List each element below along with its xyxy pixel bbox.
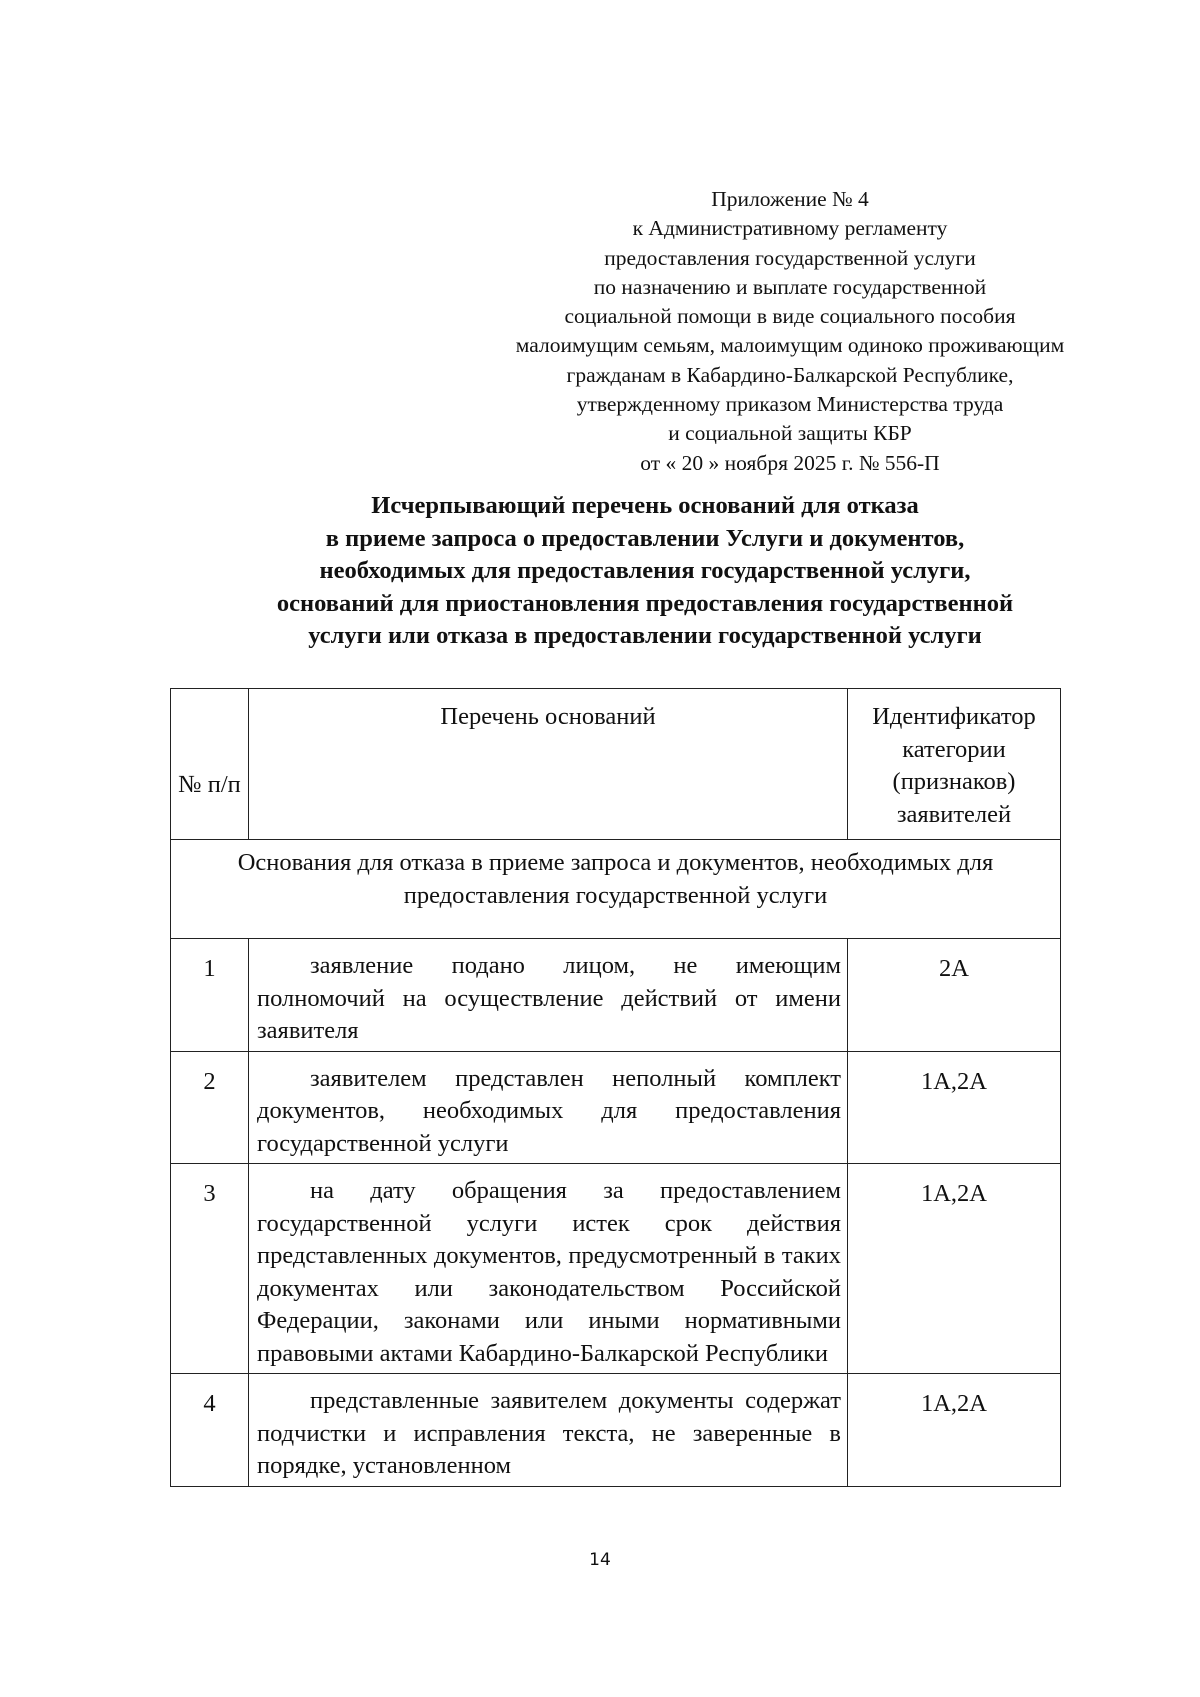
table-row: [171, 939, 1061, 1052]
appendix-block: [440, 185, 1140, 478]
section-heading: Основания для отказа в приеме запроса и документов, необходимых для предоставления государственной услуги: [171, 840, 1061, 939]
appendix-line: социальной помощи в виде социального пособия: [564, 304, 1016, 329]
table-row: [171, 1051, 1061, 1164]
table-row: [171, 1374, 1061, 1487]
appendix-line: от « 20 » ноября 2025 г. № 556-П: [640, 450, 940, 475]
title-line: необходимых для предоставления государственной услуги,: [319, 557, 971, 584]
row-num: 1: [171, 939, 249, 1052]
table-header-row: [171, 689, 1061, 840]
appendix-line: гражданам в Кабардино-Балкарской Республике,: [566, 362, 1014, 387]
appendix-line: Приложение № 4: [711, 187, 869, 211]
row-text-cell: [249, 1051, 848, 1164]
row-code: 1А,2А: [848, 1374, 1061, 1487]
page-number: 14: [589, 1550, 611, 1570]
title-line: услуги или отказа в предоставлении государственной услуги: [308, 622, 982, 649]
header-num-cell: [171, 689, 249, 840]
appendix-line: малоимущим семьям, малоимущим одиноко проживающим: [515, 333, 1065, 358]
section-row: [171, 840, 1061, 939]
table-row: [171, 1164, 1061, 1374]
row-text-cell: [249, 1164, 848, 1374]
appendix-line: предоставления государственной услуги: [604, 245, 976, 270]
row-code: 2А: [848, 939, 1061, 1052]
header-list: Перечень оснований: [249, 689, 848, 840]
row-code: 1А,2А: [848, 1164, 1061, 1374]
title-line: в приеме запроса о предоставлении Услуги и документов,: [325, 524, 965, 552]
row-num: 4: [171, 1374, 249, 1487]
row-text: заявителем представлен неполный комплект документов, необходимых для предоставления государственной услуги: [257, 1064, 841, 1157]
title-line: Исчерпывающий перечень оснований для отказа: [371, 492, 919, 519]
appendix-line: к Административному регламенту: [632, 216, 948, 241]
appendix-line: и социальной защиты КБР: [668, 421, 912, 446]
header-num: № п/п: [178, 770, 241, 798]
header-id: Идентификатор категории (признаков) заявителей: [848, 689, 1061, 840]
row-num: 2: [171, 1051, 249, 1164]
appendix-line: по назначению и выплате государственной: [593, 274, 987, 299]
grounds-table: [170, 688, 1061, 1487]
row-text: заявление подано лицом, не имеющим полномочий на осуществление действий от имени заявителя: [257, 952, 841, 1044]
document-title: [150, 490, 1140, 653]
row-num: 3: [171, 1164, 249, 1374]
row-text: представленные заявителем документы содержат подчистки и исправления текста, не заверенные в порядке, установленном: [257, 1387, 841, 1479]
row-text-cell: [249, 939, 848, 1052]
appendix-line: утвержденному приказом Министерства труда: [576, 392, 1004, 417]
row-text: на дату обращения за предоставлением государственной услуги истек срок действия представленных документов, предусмотренный в таких документах или законодательством Российской Федерации, законами или иными нормативными правовыми актами Кабардино-Балкарской Республики: [257, 1177, 841, 1367]
title-line: оснований для приостановления предоставления государственной: [276, 589, 1014, 617]
row-text-cell: [249, 1374, 848, 1487]
row-code: 1А,2А: [848, 1051, 1061, 1164]
